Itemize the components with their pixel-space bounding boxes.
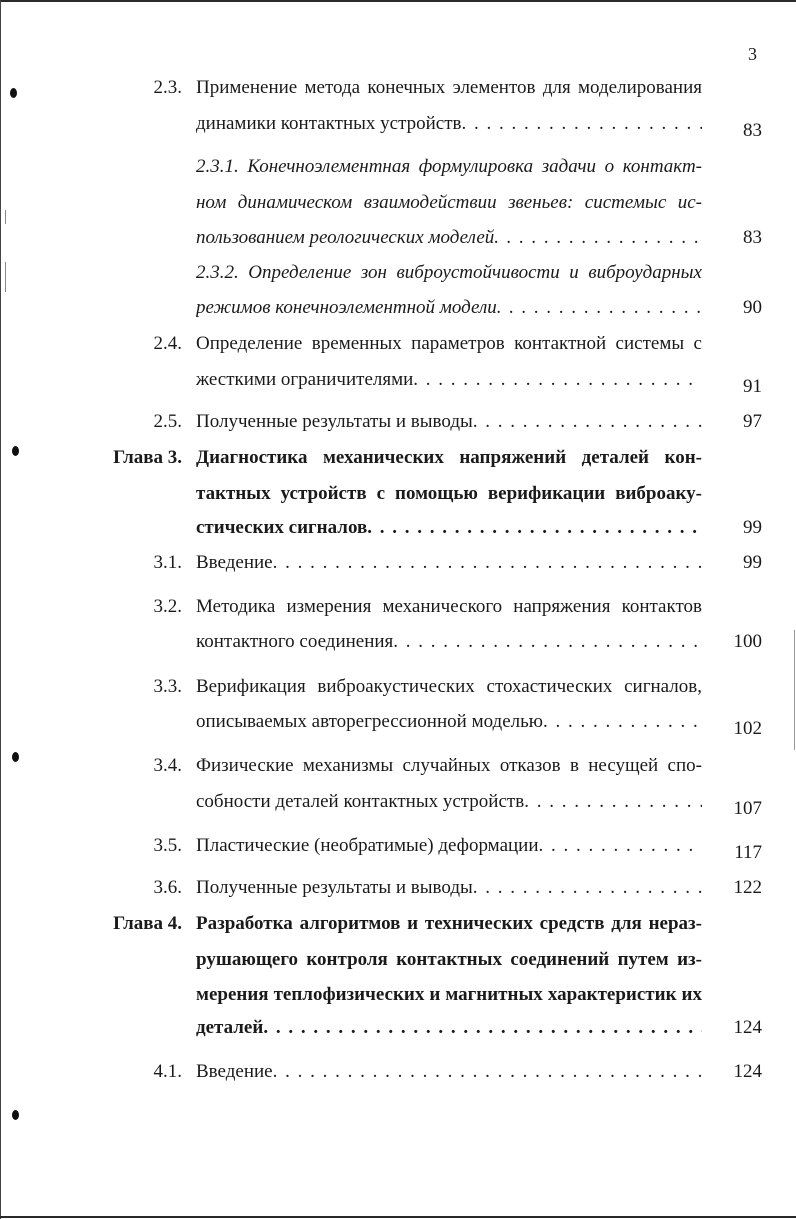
toc-section-number: 2.5. (153, 411, 182, 432)
toc-entry-line: Верификация виброакустических стохастических сигналов, (196, 676, 702, 697)
dot-leader (393, 630, 702, 654)
toc-section-number: 3.1. (153, 552, 182, 573)
toc-page-number: 124 (733, 1061, 762, 1082)
binding-hole-mark (10, 88, 17, 98)
dot-leader (473, 410, 702, 434)
toc-section-number: 3.2. (153, 596, 182, 617)
scan-edge-right (794, 630, 795, 750)
toc-page-number: 97 (743, 411, 762, 432)
toc-entry-title: пользованием реологических моделей (196, 227, 495, 248)
toc-entry-title: контактного соединения (196, 631, 394, 652)
toc-section-number: 3.3. (153, 676, 182, 697)
dot-leader (367, 516, 702, 540)
toc-entry-title: Введение (196, 552, 273, 573)
toc-entry-line (196, 296, 702, 320)
dot-leader (273, 1060, 702, 1084)
toc-section-number: 3.6. (153, 877, 182, 898)
toc-section-number: Глава 3. (113, 447, 182, 468)
dot-leader (273, 551, 702, 575)
toc-page-number: 100 (733, 631, 762, 652)
toc-section-number: 4.1. (153, 1061, 182, 1082)
toc-entry-line: мерения теплофизических и магнитных характеристик их (196, 984, 702, 1005)
scan-artifact (5, 210, 6, 224)
dot-leader (539, 834, 702, 858)
toc-section-number: 2.4. (153, 333, 182, 354)
toc-entry-line (196, 876, 702, 900)
toc-entry-title: жесткими ограничителями (196, 369, 414, 390)
scan-edge-bottom (0, 1216, 796, 1218)
dot-leader (494, 226, 702, 250)
toc-entry-line (196, 368, 702, 392)
toc-entry-line: Разработка алгоритмов и технических средств для нераз- (196, 913, 702, 934)
toc-page-number: 107 (733, 798, 762, 819)
dot-leader (497, 296, 702, 320)
toc-page-number: 124 (733, 1017, 762, 1038)
dot-leader (524, 790, 702, 814)
toc-entry-title: динамики контактных устройств (196, 113, 462, 134)
toc-section-number: Глава 4. (113, 913, 182, 934)
toc-section-number: 2.3. (153, 77, 182, 98)
dot-leader (462, 112, 703, 136)
binding-hole-mark (12, 752, 19, 762)
page-number: 3 (748, 44, 757, 64)
toc-page-number: 99 (743, 517, 762, 538)
scan-edge-left (0, 0, 1, 1219)
toc-entry-line: Физические механизмы случайных отказов в несущей спо- (196, 755, 702, 776)
toc-entry-line: тактных устройств с помощью верификации виброаку- (196, 483, 702, 504)
dot-leader (413, 368, 702, 392)
toc-entry-title: Введение (196, 1061, 273, 1082)
toc-page-number: 102 (733, 718, 762, 739)
toc-entry-line (196, 834, 702, 858)
toc-entry-line (196, 226, 702, 250)
toc-page-number: 99 (743, 552, 762, 573)
dot-leader (473, 876, 702, 900)
toc-entry-line (196, 112, 702, 136)
toc-entry-line (196, 1060, 702, 1084)
toc-entry-line (196, 630, 702, 654)
toc-section-number: 3.5. (153, 835, 182, 856)
scan-artifact (5, 262, 6, 292)
dot-leader (543, 710, 702, 734)
toc-entry-line: Определение временных параметров контактной системы с (196, 333, 702, 354)
binding-hole-mark (12, 446, 19, 456)
toc-entry-line: Диагностика механических напряжений деталей кон- (196, 447, 702, 468)
toc-entry-title: описываемых авторегрессионной моделью (196, 711, 543, 732)
toc-page-number: 122 (733, 877, 762, 898)
binding-hole-mark (12, 1110, 19, 1120)
toc-entry-line (196, 710, 702, 734)
toc-entry-line: Применение метода конечных элементов для моделирования (196, 77, 702, 98)
toc-entry-title: Пластические (необратимые) деформации (196, 835, 539, 856)
toc-entry-title: собности деталей контактных устройств (196, 791, 525, 812)
toc-entry-title: режимов конечноэлементной модели (196, 297, 497, 318)
toc-page-number: 83 (743, 227, 762, 248)
toc-entry-line: рушающего контроля контактных соединений путем из- (196, 949, 702, 970)
toc-page-number: 91 (743, 376, 762, 397)
toc-section-number: 3.4. (153, 755, 182, 776)
dot-leader (263, 1016, 702, 1040)
toc-entry-line (196, 551, 702, 575)
toc-entry-title: Полученные результаты и выводы (196, 411, 473, 432)
toc-entry-line (196, 790, 702, 814)
toc-entry-line: Методика измерения механического напряжения контактов (196, 596, 702, 617)
toc-entry-line (196, 1016, 702, 1040)
toc-entry-title: Полученные результаты и выводы (196, 877, 473, 898)
toc-entry-title: деталей (196, 1017, 264, 1038)
toc-entry-line (196, 410, 702, 434)
toc-page-number: 90 (743, 297, 762, 318)
toc-page-number: 83 (743, 120, 762, 141)
toc-entry-line: ном динамическом взаимодействии звеньев: системыс ис- (196, 192, 702, 213)
toc-entry-line (196, 516, 702, 540)
toc-entry-title: стических сигналов (196, 517, 368, 538)
scan-edge-top (0, 0, 796, 2)
toc-entry-line: 2.3.1. Конечноэлементная формулировка задачи о контакт- (196, 156, 702, 177)
toc-entry-line: 2.3.2. Определение зон виброустойчивости и виброударных (196, 262, 702, 283)
toc-page-number: 117 (734, 842, 762, 863)
